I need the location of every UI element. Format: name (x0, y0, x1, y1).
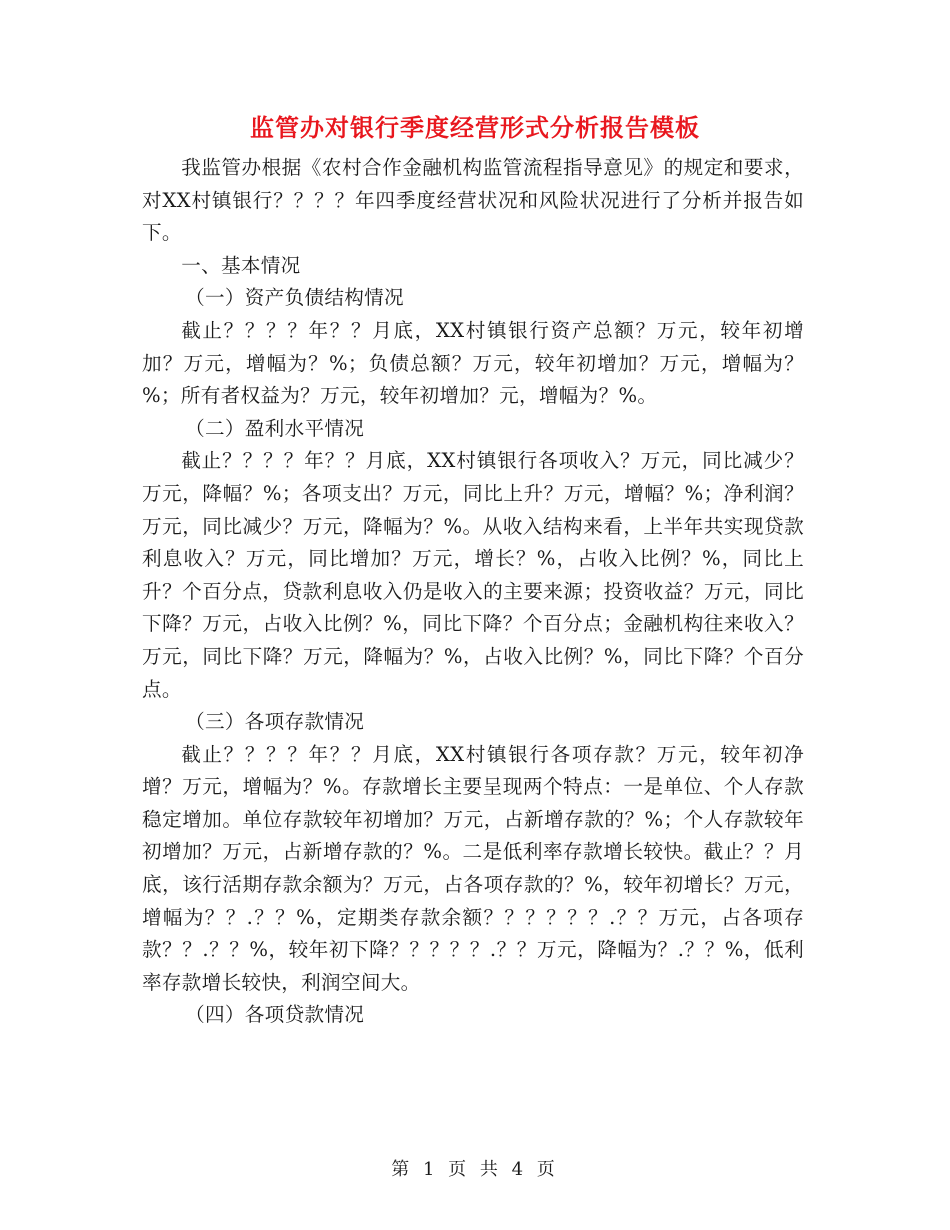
paragraph-deposits: 截止？？？？年？？月底，XX村镇银行各项存款？万元，较年初净增？万元，增幅为？%。存款增长主要呈现两个特点：一是单位、个人存款稳定增加。单位存款较年初增加？万元，占新增存款的？%；个人存款较年初增加？万元，占新增存款的？%。二是低利率存款增长较快。截止？？月底，该行活期存款余额为？万元，占各项存款的？%，较年初增长？万元，增幅为？？.？？%，定期类存款余额？？？？？？.？？万元，占各项存款？？.？？%，较年初下降？？？？？.？？万元，降幅为？.？？%，低利率存款增长较快，利润空间大。 (142, 742, 804, 994)
page-number-footer: 第 1 页 共 4 页 (391, 1159, 559, 1180)
subheading-assets-liabilities: （一）资产负债结构情况 (185, 286, 404, 310)
subheading-loans: （四）各项贷款情况 (185, 1003, 365, 1027)
paragraph-assets-liabilities: 截止？？？？年？？月底，XX村镇银行资产总额？万元，较年初增加？万元，增幅为？%；负债总额？万元，较年初增加？万元，增幅为？%；所有者权益为？万元，较年初增加？元，增幅为？%。 (142, 318, 804, 408)
subheading-deposits: （三）各项存款情况 (185, 710, 365, 734)
intro-paragraph: 我监管办根据《农村合作金融机构监管流程指导意见》的规定和要求，对XX村镇银行？？？？年四季度经营状况和风险状况进行了分析并报告如下。 (142, 156, 804, 245)
document-title: 监管办对银行季度经营形式分析报告模板 (250, 113, 700, 142)
section-heading-basic: 一、基本情况 (181, 253, 301, 277)
paragraph-profitability: 截止？？？？年？？月底，XX村镇银行各项收入？万元，同比减少？万元，降幅？%；各项支出？万元，同比上升？万元，增幅？%；净利润？万元，同比减少？万元，降幅为？%。从收入结构来看，上半年共实现贷款利息收入？万元，同比增加？万元，增长？%，占收入比例？%，同比上升？个百分点，贷款利息收入仍是收入的主要来源；投资收益？万元，同比下降？万元，占收入比例？%，同比下降？个百分点；金融机构往来收入？万元，同比下降？万元，降幅为？%，占收入比例？%，同比下降？个百分点。 (142, 449, 804, 701)
subheading-profitability: （二）盈利水平情况 (185, 416, 365, 440)
document-body (142, 152, 804, 1032)
